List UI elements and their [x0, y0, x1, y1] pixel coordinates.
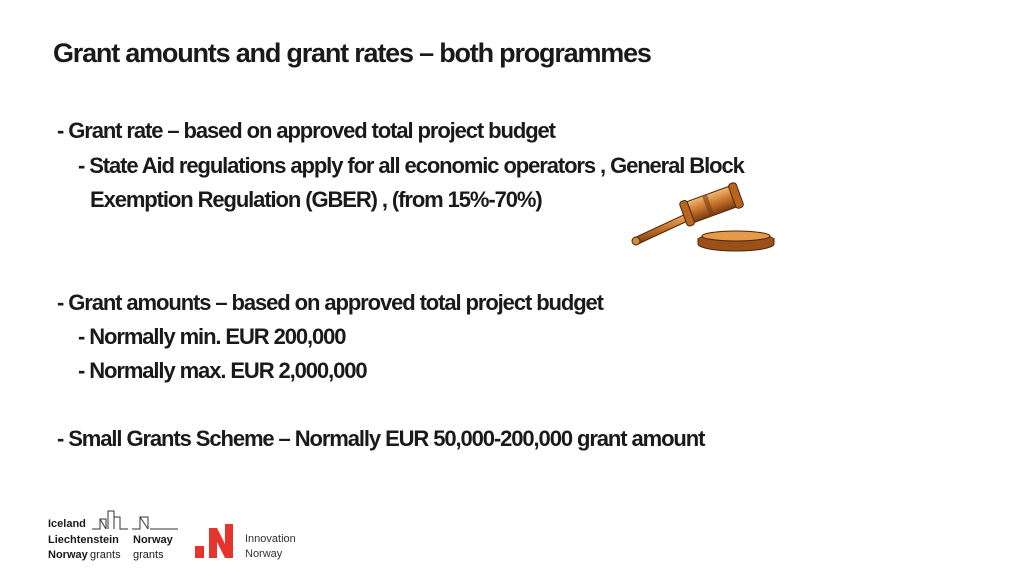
logo-norway-1: Norway [133, 534, 173, 546]
bullet-small-grants: - Small Grants Scheme – Normally EUR 50,000-200,000 grant amount [57, 426, 705, 451]
innovation-label: Innovation [245, 533, 296, 545]
slide-title: Grant amounts and grant rates – both programmes [53, 38, 651, 68]
skyline-icon [92, 505, 180, 531]
logo-iceland: Iceland [48, 518, 86, 530]
innovation-norway-mark-icon [195, 522, 235, 560]
logo-liechtenstein: Liechtenstein [48, 534, 119, 546]
sub-bullet-max: - Normally max. EUR 2,000,000 [78, 358, 367, 383]
logo-grants-1: grants [90, 549, 121, 561]
sub-bullet-state-aid: - State Aid regulations apply for all economic operators , General Block [78, 153, 744, 178]
norway-label: Norway [245, 548, 283, 560]
logo-grants-2: grants [133, 549, 164, 561]
bullet-grant-amounts: - Grant amounts – based on approved total project budget [57, 290, 603, 315]
sub-bullet-gber: Exemption Regulation (GBER) , (from 15%-70%) [90, 187, 542, 212]
logo-norway-2: Norway [48, 549, 88, 561]
sub-bullet-min: - Normally min. EUR 200,000 [78, 324, 346, 349]
bullet-grant-rate: - Grant rate – based on approved total project budget [57, 118, 555, 143]
gavel-icon [628, 180, 778, 252]
innovation-norway-logo [195, 522, 296, 565]
